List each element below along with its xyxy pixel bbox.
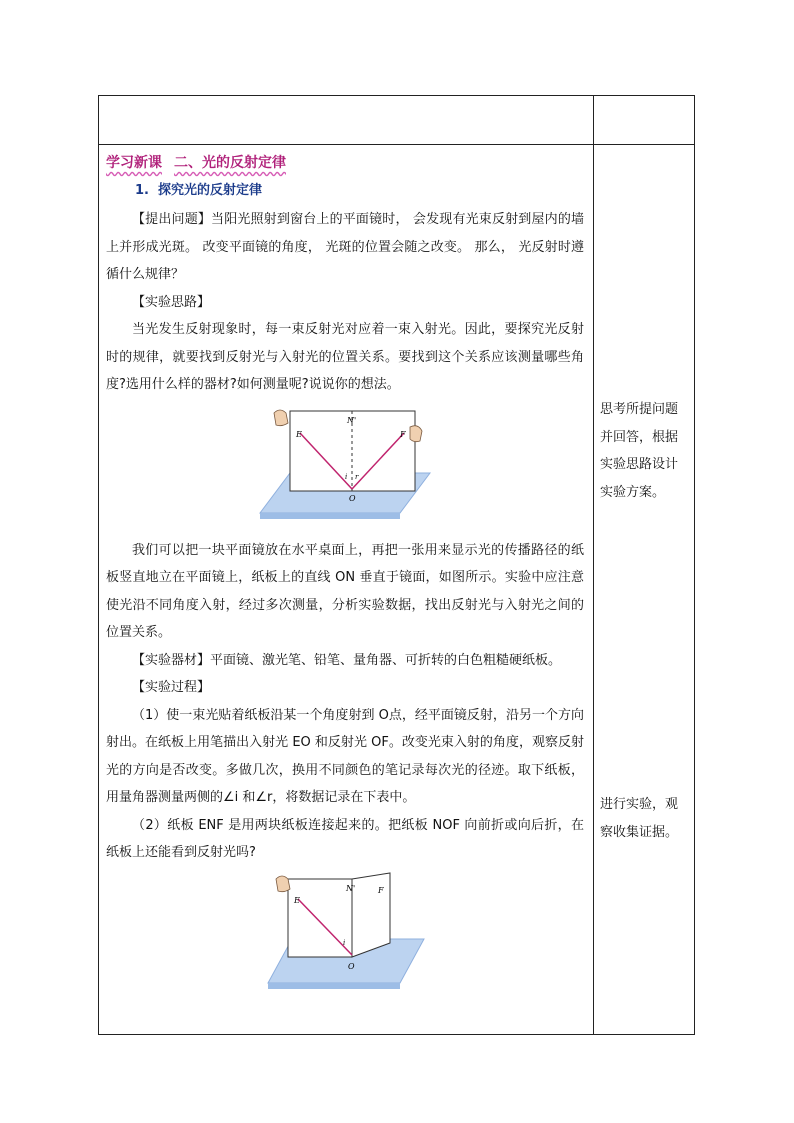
process-label: 【实验过程】 — [132, 680, 211, 695]
label-o: O — [349, 493, 356, 503]
method-paragraph: 我们可以把一块平面镜放在水平桌面上，再把一张用来显示光的传播路径的纸板竖直地立在平面镜上，纸板上的直线 ON 垂直于镜面，如图所示。实验中应注意使光沿不同角度入射，经过多次测量，分析实验数据，找出反射光与入射光之间的位置关系。 — [106, 542, 584, 640]
label-e: E — [294, 895, 300, 905]
idea-label: 【实验思路】 — [132, 294, 211, 310]
question-paragraph: 【提出问题】当阳光照射到窗台上的平面镜时， 会发现有光束反射到屋内的墙上并形成光斑。 改变平面镜的角度， 光斑的位置会随之改变。 那么， 光反射时遵循什么规律？ — [106, 212, 584, 282]
main-content-cell — [106, 152, 584, 995]
paper-board-folded — [352, 873, 390, 957]
equipment-paragraph: 【实验器材】平面镜、激光笔、铅笔、量角器、可折转的白色粗糙硬纸板。 — [132, 652, 562, 668]
heading-title: 二、光的反射定律 — [174, 155, 286, 171]
label-n: N' — [346, 883, 356, 893]
reflection-figure-1 — [250, 403, 440, 533]
hand-right-icon — [410, 425, 422, 441]
label-f: F — [400, 429, 406, 439]
label-r: r — [355, 472, 359, 481]
label-f: F — [378, 885, 384, 895]
heading-prefix: 学习新课 — [106, 155, 162, 171]
idea-paragraph: 当光发生反射现象时，每一束反射光对应着一束入射光。因此，要探究光反射时的规律，就要找到反射光与入射光的位置关系。要找到这个关系应该测量哪些角度?选用什么样的器材?如何测量呢?说说你的想法。 — [106, 322, 584, 392]
side-note-1: 思考所提问题并回答，根据实验思路设计实验方案。 — [600, 402, 679, 500]
lesson-table — [98, 95, 695, 1035]
step2-paragraph: （2）纸板 ENF 是用两块纸板连接起来的。把纸板 NOF 向前折或向后折，在纸板上还能看到反射光吗? — [106, 817, 584, 860]
label-o: O — [348, 961, 355, 971]
step1-paragraph: （1）使一束光贴着纸板沿某一个角度射到 O点，经平面镜反射，沿另一个方向射出。在纸板上用笔描出入射光 EO 和反射光 OF。改变光束入射的角度，观察反射光的方向是否改变。多做几次，换用不同颜色的笔记录每次光的径迹。取下纸板，用量角器测量两侧的∠i 和∠r，将数据记录在下表中。 — [106, 707, 584, 805]
section-heading — [106, 152, 584, 174]
hand-icon — [276, 876, 290, 892]
mirror-edge — [268, 983, 400, 989]
hand-left-icon — [274, 410, 288, 426]
reflection-figure-2 — [260, 871, 430, 991]
header-row-divider — [99, 144, 694, 145]
label-e: E — [296, 429, 302, 439]
label-n: N' — [347, 415, 357, 425]
mirror-edge — [260, 513, 400, 519]
column-divider — [593, 96, 594, 1034]
label-i: i — [345, 472, 348, 481]
side-note-2: 进行实验，观察收集证据。 — [600, 797, 679, 840]
subheading: 1. 探究光的反射定律 — [135, 183, 263, 198]
label-i: i — [343, 938, 346, 947]
